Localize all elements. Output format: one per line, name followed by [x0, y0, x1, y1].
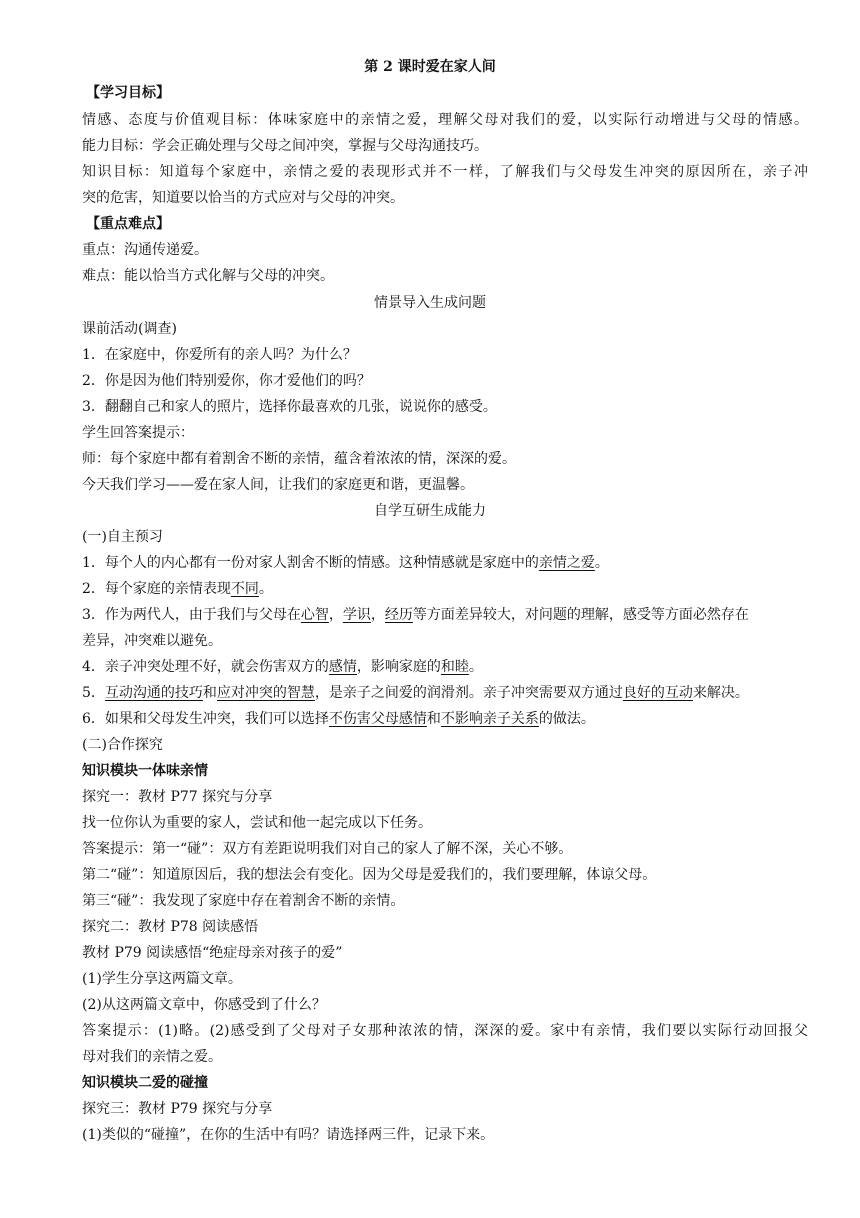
item-number: 6．: [82, 711, 105, 727]
item-text: ，影响家庭的: [356, 659, 441, 675]
item-number: 4．: [82, 659, 105, 675]
fill-answer: 和睦: [440, 659, 469, 675]
item-text: 和: [426, 711, 441, 727]
preview-item-2: [82, 579, 808, 601]
preview-item-3-cont: 差异，冲突难以避免。: [82, 633, 222, 649]
question-3: 3．翻翻自己和家人的照片，选择你最喜欢的几张，说说你的感受。: [82, 399, 497, 415]
fill-answer: 学识: [342, 607, 371, 623]
item-text: 。: [258, 581, 273, 597]
fill-answer: 亲情之爱: [538, 555, 595, 571]
question-1: 1．在家庭中，你爱所有的亲人吗？为什么？: [82, 347, 357, 363]
item-text: ，: [370, 607, 385, 623]
explore-1-title: 探究一：教材 P77 探究与分享: [82, 789, 273, 805]
section-title-2: 自学互研生成能力: [374, 503, 486, 519]
item-text: 的做法。: [538, 711, 595, 727]
item-text: 和: [202, 685, 217, 701]
item-text: ，: [328, 607, 343, 623]
fill-answer: 应对冲突的智慧: [216, 685, 315, 701]
preview-item-6: [82, 709, 808, 731]
goals-line-1: 情感、态度与价值观目标：体味家庭中的亲情之爱，理解父母对我们的爱，以实际行动增进与父母的情感。: [82, 112, 808, 128]
item-text: 亲子冲突处理不好，就会伤害双方的: [104, 659, 329, 675]
module-1-title: 知识模块一体味亲情: [82, 763, 208, 779]
explore-1-answer-1: 答案提示：第一“碰”：双方有差距说明我们对自己的家人了解不深，关心不够。: [82, 841, 573, 857]
goals-line-2: 能力目标：学会正确处理与父母之间冲突，掌握与父母沟通技巧。: [82, 138, 488, 154]
section-title-1: 情景导入生成问题: [374, 295, 486, 311]
item-text: 来解决。: [692, 685, 749, 701]
explore-2-answer-cont: 母对我们的亲情之爱。: [82, 1049, 222, 1065]
item-text: 。: [594, 555, 609, 571]
fill-answer: 良好的互动: [622, 685, 693, 701]
item-number: 1．: [82, 555, 105, 571]
item-text: 。: [468, 659, 483, 675]
teacher-line-1: 师：每个家庭中都有着割舍不断的亲情，蕴含着浓浓的情，深深的爱。: [82, 451, 516, 467]
key-line-1: 重点：沟通传递爱。: [82, 242, 208, 258]
explore-2-q2: (2)从这两篇文章中，你感受到了什么？: [82, 997, 326, 1013]
explore-2-q1: (1)学生分享这两篇文章。: [82, 971, 242, 987]
item-text: 每个家庭的亲情表现: [104, 581, 231, 597]
preview-item-4: [82, 657, 808, 679]
page-title: 第 2 课时爱在家人间: [364, 59, 496, 75]
key-line-2: 难点：能以恰当方式化解与父母的冲突。: [82, 268, 334, 284]
explore-1-answer-2: 第二“碰”：知道原因后，我的想法会有变化。因为父母是爱我们的，我们要理解，体谅父母。: [82, 867, 657, 883]
fill-answer: 不同: [230, 581, 259, 597]
activity-label: 课前活动(调查): [82, 321, 177, 337]
question-2: 2．你是因为他们特别爱你，你才爱他们的吗？: [82, 373, 371, 389]
subsection-preview: (一)自主预习: [82, 529, 163, 545]
explore-3-title: 探究三：教材 P79 探究与分享: [82, 1101, 273, 1117]
subsection-cooperate: (二)合作探究: [82, 737, 163, 753]
item-number: 3．: [82, 607, 105, 623]
key-heading: 【重点难点】: [86, 216, 170, 232]
fill-answer: 感情: [328, 659, 357, 675]
explore-3-q1: (1)类似的“碰撞”，在你的生活中有吗？请选择两三件，记录下来。: [82, 1127, 495, 1143]
item-text: 如果和父母发生冲突，我们可以选择: [104, 711, 329, 727]
explore-2-title: 探究二：教材 P78 阅读感悟: [82, 919, 259, 935]
explore-1-answer-3: 第三“碰”：我发现了家庭中存在着割舍不断的亲情。: [82, 893, 405, 909]
explore-1-task: 找一位你认为重要的家人，尝试和他一起完成以下任务。: [82, 815, 432, 831]
explore-2-reading: 教材 P79 阅读感悟“绝症母亲对孩子的爱”: [82, 945, 343, 961]
fill-answer: 不影响亲子关系: [440, 711, 539, 727]
goals-line-3a: 知识目标：知道每个家庭中，亲情之爱的表现形式并不一样，了解我们与父母发生冲突的原因所在，亲子冲: [82, 164, 808, 180]
item-text: 作为两代人，由于我们与父母在: [104, 607, 301, 623]
item-number: 5．: [82, 685, 105, 701]
goals-line-3b: 突的危害，知道要以恰当的方式应对与父母的冲突。: [82, 190, 404, 206]
explore-2-answer: 答案提示：(1)略。(2)感受到了父母对子女那种浓浓的情，深深的爱。家中有亲情，我们要以实际行动回报父: [82, 1023, 808, 1039]
fill-answer: 不伤害父母感情: [328, 711, 427, 727]
item-number: 2．: [82, 581, 105, 597]
answer-hint-label: 学生回答案提示：: [82, 425, 194, 441]
module-2-title: 知识模块二爱的碰撞: [82, 1075, 208, 1091]
preview-item-1: [82, 553, 808, 575]
fill-answer: 心智: [300, 607, 329, 623]
preview-item-3: [82, 605, 808, 627]
preview-item-5: [82, 683, 808, 705]
item-text: 等方面差异较大，对问题的理解，感受等方面必然存在: [412, 607, 749, 623]
fill-answer: 经历: [384, 607, 413, 623]
fill-answer: 互动沟通的技巧: [104, 685, 203, 701]
goals-heading: 【学习目标】: [86, 85, 170, 101]
item-text: ，是亲子之间爱的润滑剂。亲子冲突需要双方通过: [314, 685, 623, 701]
item-text: 每个人的内心都有一份对家人割舍不断的情感。这种情感就是家庭中的: [104, 555, 539, 571]
teacher-line-2: 今天我们学习——爱在家人间，让我们的家庭更和谐，更温馨。: [82, 477, 474, 493]
